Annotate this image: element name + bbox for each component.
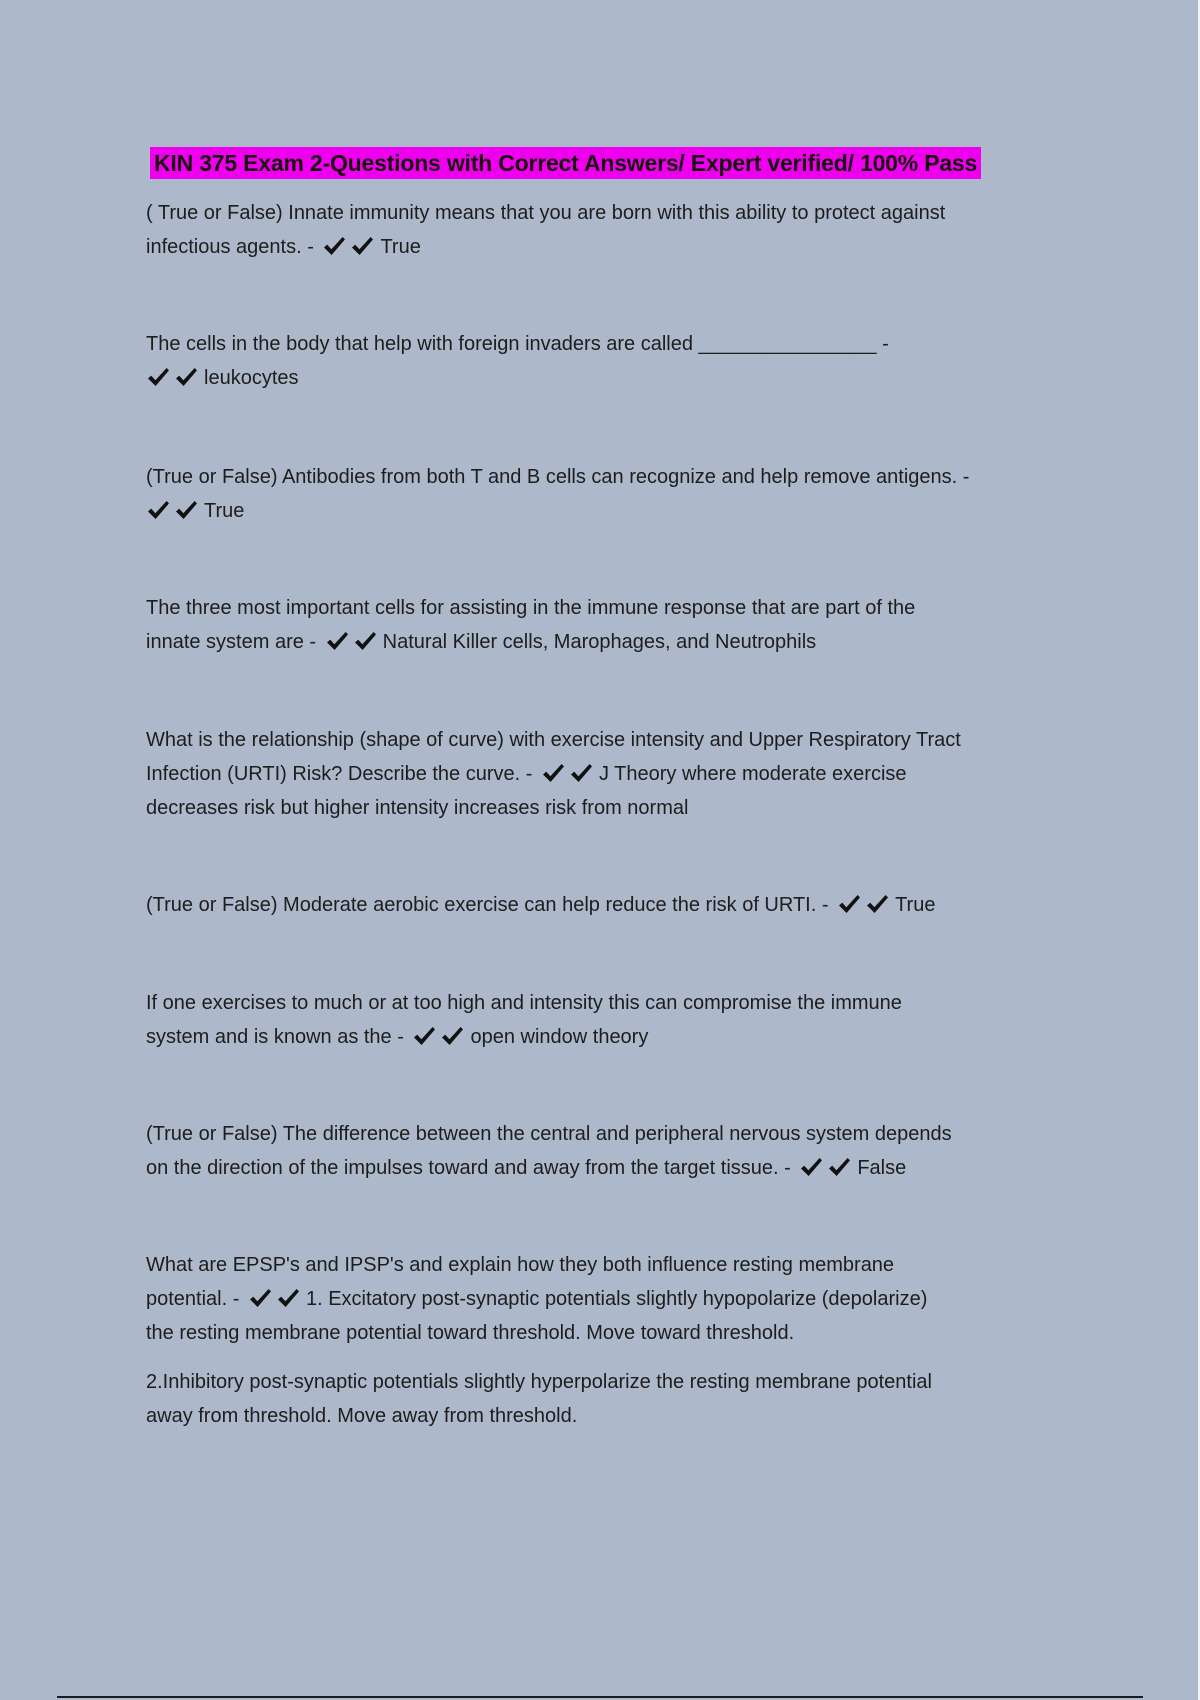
- answer-text: Natural Killer cells, Marophages, and Neutrophils: [382, 631, 817, 653]
- answer-text: 2.Inhibitory post-synaptic potentials slightly hyperpolarize the resting membrane potential: [146, 1371, 932, 1393]
- question-text: (True or False) The difference between the central and peripheral nervous system depends: [146, 1123, 952, 1145]
- double-check-icon: [146, 498, 202, 532]
- question-text: Infection (URTI) Risk? Describe the curve. -: [146, 763, 533, 785]
- check-mark-icon: [799, 1156, 823, 1178]
- answer-text: 1. Excitatory post-synaptic potentials slightly hypopolarize (depolarize): [305, 1288, 928, 1310]
- check-mark-icon: [837, 893, 861, 915]
- answer-text: open window theory: [470, 1026, 649, 1048]
- qa-item: [146, 1248, 1076, 1433]
- question-text: If one exercises to much or at too high and intensity this can compromise the immune: [146, 992, 902, 1014]
- check-mark-icon: [322, 235, 346, 257]
- question-text: potential. -: [146, 1288, 240, 1310]
- qa-item: [146, 888, 1076, 922]
- check-mark-icon: [569, 762, 593, 784]
- check-mark-icon: [827, 1156, 851, 1178]
- check-mark-icon: [325, 630, 349, 652]
- double-check-icon: [799, 1155, 855, 1189]
- check-mark-icon: [146, 366, 170, 388]
- double-check-icon: [541, 761, 597, 795]
- answer-text: True: [895, 894, 936, 916]
- check-mark-icon: [174, 366, 198, 388]
- double-check-icon: [248, 1286, 304, 1320]
- question-text: The three most important cells for assisting in the immune response that are part of the: [146, 597, 916, 619]
- answer-text: False: [857, 1157, 907, 1179]
- double-check-icon: [837, 892, 893, 926]
- check-mark-icon: [174, 499, 198, 521]
- double-check-icon: [322, 234, 378, 268]
- check-mark-icon: [440, 1025, 464, 1047]
- document-title: KIN 375 Exam 2-Questions with Correct Answers/ Expert verified/ 100% Pass: [150, 147, 981, 179]
- answer-text: True: [204, 500, 245, 522]
- double-check-icon: [412, 1024, 468, 1058]
- check-mark-icon: [350, 235, 374, 257]
- footer-rule: [57, 1696, 1143, 1698]
- double-check-icon: [146, 365, 202, 399]
- question-text: innate system are -: [146, 631, 317, 653]
- question-text: ( True or False) Innate immunity means that you are born with this ability to protect against: [146, 202, 946, 224]
- answer-text: leukocytes: [204, 367, 299, 389]
- answer-text: True: [380, 236, 421, 258]
- check-mark-icon: [276, 1287, 300, 1309]
- question-text: (True or False) Moderate aerobic exercise can help reduce the risk of URTI. -: [146, 894, 829, 916]
- question-text: system and is known as the -: [146, 1026, 404, 1048]
- double-check-icon: [325, 629, 381, 663]
- answer-text: the resting membrane potential toward threshold. Move toward threshold.: [146, 1322, 795, 1344]
- check-mark-icon: [353, 630, 377, 652]
- qa-item: [146, 986, 1076, 1054]
- answer-text: decreases risk but higher intensity increases risk from normal: [146, 797, 689, 819]
- question-text: The cells in the body that help with foreign invaders are called ________________ -: [146, 333, 889, 355]
- check-mark-icon: [248, 1287, 272, 1309]
- qa-item: [146, 1117, 1076, 1185]
- check-mark-icon: [541, 762, 565, 784]
- check-mark-icon: [865, 893, 889, 915]
- question-text: on the direction of the impulses toward and away from the target tissue. -: [146, 1157, 791, 1179]
- qa-item: [146, 327, 1076, 395]
- question-text: (True or False) Antibodies from both T and B cells can recognize and help remove antigens. -: [146, 466, 970, 488]
- check-mark-icon: [146, 499, 170, 521]
- answer-text: J Theory where moderate exercise: [598, 763, 907, 785]
- qa-item: [146, 460, 1076, 528]
- question-text: What is the relationship (shape of curve) with exercise intensity and Upper Respiratory Tract: [146, 729, 961, 751]
- question-text: What are EPSP's and IPSP's and explain how they both influence resting membrane: [146, 1254, 895, 1276]
- qa-item: [146, 196, 1076, 264]
- answer-text: away from threshold. Move away from threshold.: [146, 1405, 578, 1427]
- qa-item: [146, 591, 1076, 659]
- question-text: infectious agents. -: [146, 236, 314, 258]
- qa-item: [146, 723, 1076, 825]
- check-mark-icon: [412, 1025, 436, 1047]
